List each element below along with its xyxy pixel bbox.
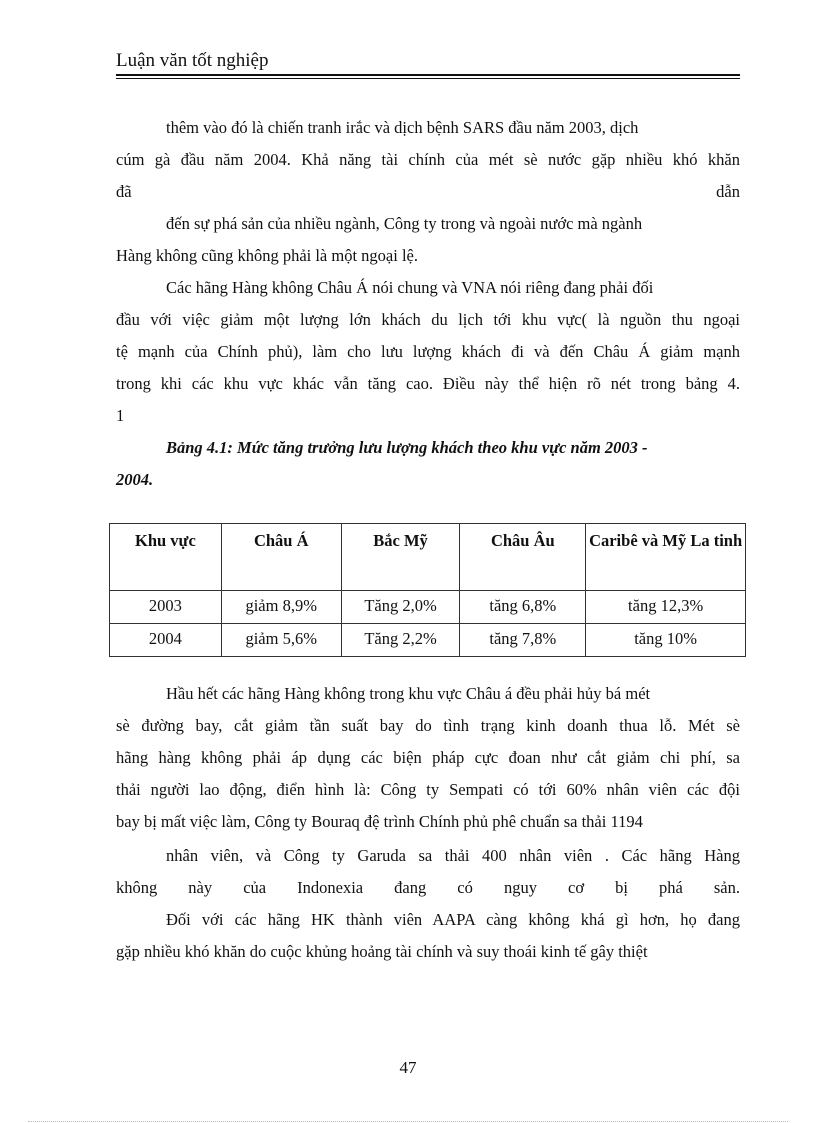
traffic-growth-table (109, 523, 746, 657)
table-cell: giảm 8,9% (221, 591, 341, 624)
paragraph-line: Hầu hết các hãng Hàng không trong khu vực Châu á đều phải hủy bá mét (166, 684, 651, 703)
table-cell: giảm 5,6% (221, 624, 341, 657)
paragraph-line: trong khi các khu vực khác vẫn tăng cao. Điều này thể hiện rõ nét trong bảng 4. (116, 374, 740, 393)
paragraph-line: nhân viên, và Công ty Garuda sa thải 400 nhân viên . Các hãng Hàng (166, 846, 740, 865)
page-number: 47 (399, 1058, 417, 1077)
table-header-cell: Châu Á (221, 524, 341, 591)
paragraph-line: dẫn (716, 182, 740, 201)
table-caption: Bảng 4.1: Mức tăng trưởng lưu lượng khách theo khu vực năm 2003 - (166, 438, 648, 457)
paragraph-line: thải người lao động, điển hình là: Công ty Sempati có tới 60% nhân viên các đội (116, 780, 740, 799)
table-cell: Tăng 2,2% (341, 624, 460, 657)
paragraph-line: cúm gà đầu năm 2004. Khả năng tài chính của mét sè nước gặp nhiều khó khăn (116, 150, 740, 169)
header-rule-thin (116, 78, 740, 79)
paragraph-line: sè đường bay, cắt giảm tần suất bay do tình trạng kinh doanh thua lỗ. Mét sè (116, 716, 740, 735)
table-cell: tăng 12,3% (586, 591, 746, 624)
paragraph-line: thêm vào đó là chiến tranh irắc và dịch bệnh SARS đầu năm 2003, dịch (166, 118, 639, 137)
table-row (110, 591, 746, 624)
table-cell: tăng 7,8% (460, 624, 586, 657)
running-header: Luận văn tốt nghiệp (116, 50, 269, 71)
paragraph-line: đầu với việc giảm một lượng lớn khách du lịch tới khu vực( là nguồn thu ngoại (116, 310, 740, 329)
paragraph-line: đến sự phá sản của nhiều ngành, Công ty trong và ngoài nước mà ngành (166, 214, 643, 233)
table-cell: tăng 6,8% (460, 591, 586, 624)
table-cell: 2004 (110, 624, 222, 657)
paragraph-line: Các hãng Hàng không Châu Á nói chung và VNA nói riêng đang phải đối (166, 278, 654, 297)
paragraph-line: gặp nhiều khó khăn do cuộc khủng hoảng tài chính và suy thoái kinh tế gây thiệt (116, 942, 648, 961)
table-header-cell: Bắc Mỹ (341, 524, 460, 591)
table-cell: Tăng 2,0% (341, 591, 460, 624)
paragraph-line: không này của Indonexia đang có nguy cơ bị phá sản. (116, 878, 740, 897)
table-row (110, 624, 746, 657)
table-caption-continued: 2004. (116, 470, 154, 489)
page-bottom-divider (28, 1121, 788, 1122)
table-cell: tăng 10% (586, 624, 746, 657)
paragraph-line: hãng hàng không phải áp dụng các biện pháp cực đoan như cắt giảm chi phí, sa (116, 748, 740, 767)
paragraph-line: tệ mạnh của Chính phủ), làm cho lưu lượng khách đi và đến Châu Á giảm mạnh (116, 342, 740, 361)
table-header-cell: Caribê và Mỹ La tinh (586, 524, 746, 591)
paragraph-line: bay bị mất việc làm, Công ty Bouraq đệ trình Chính phủ phê chuẩn sa thải 1194 (116, 812, 643, 831)
table-header-row (110, 524, 746, 591)
table-cell: 2003 (110, 591, 222, 624)
table-header-cell: Khu vực (110, 524, 222, 591)
paragraph-line: 1 (116, 406, 125, 425)
header-rule-thick (116, 74, 740, 76)
table-header-cell: Châu Âu (460, 524, 586, 591)
paragraph-line: đã (116, 182, 132, 201)
paragraph-line: Hàng không cũng không phải là một ngoại lệ. (116, 246, 418, 265)
paragraph-line: Đối với các hãng HK thành viên AAPA càng không khá gì hơn, họ đang (166, 910, 740, 929)
